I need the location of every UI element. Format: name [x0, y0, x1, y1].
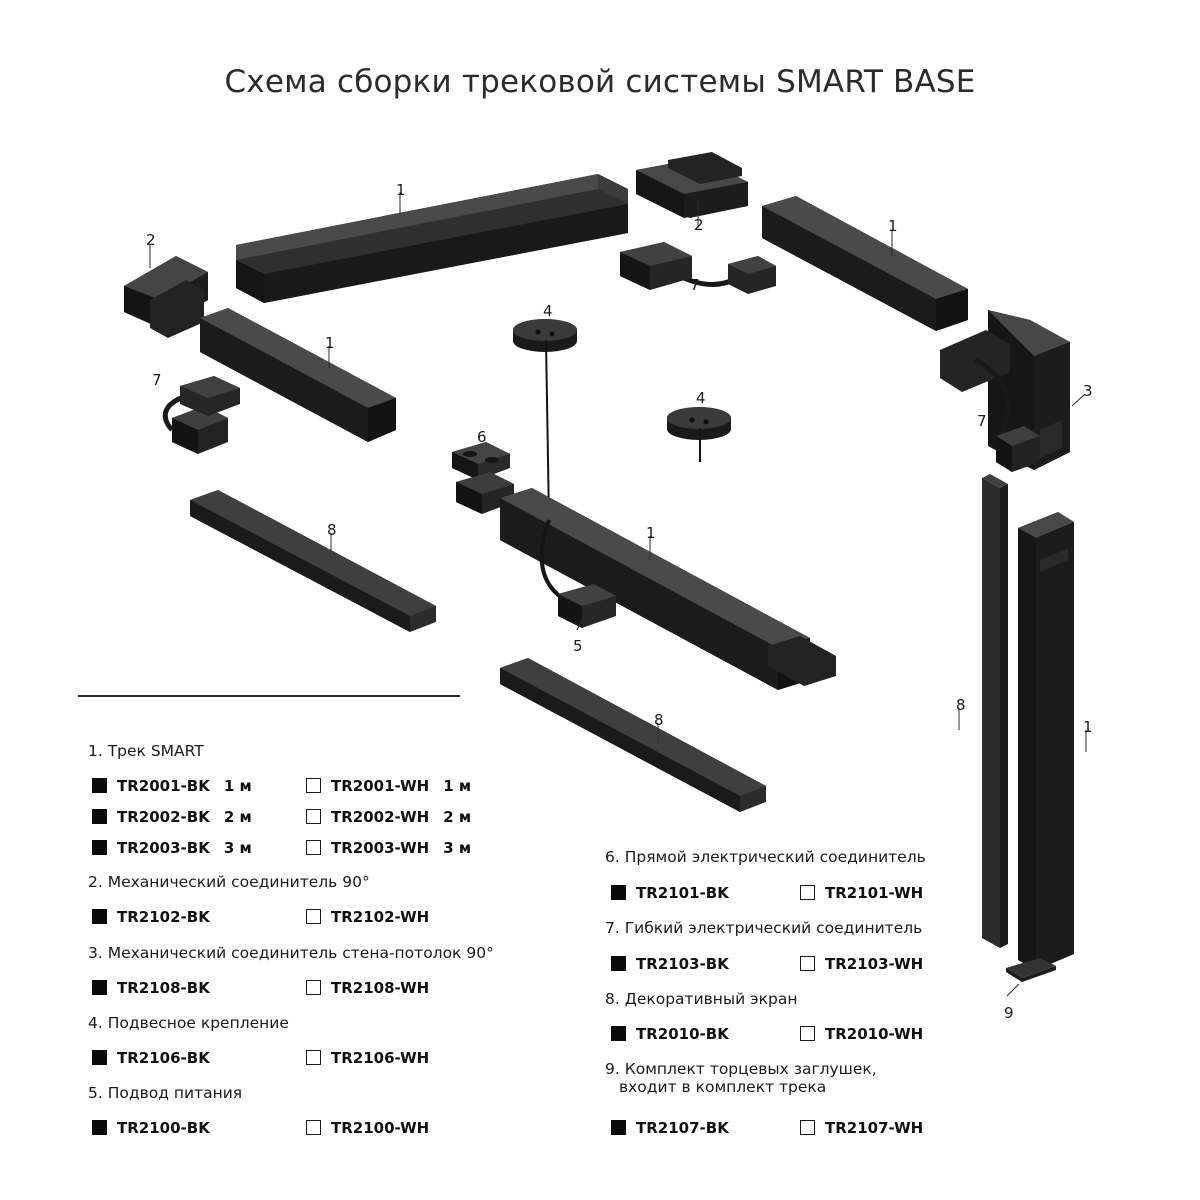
legend-sku-item[interactable] — [92, 1049, 210, 1067]
legend-sku-length: 1 м — [223, 777, 252, 795]
legend-sku-item[interactable] — [306, 908, 429, 926]
legend-group-subtitle: входит в комплект трека — [619, 1078, 827, 1096]
legend-sku-item[interactable] — [611, 884, 729, 902]
legend-group-title: 4. Подвесное крепление — [88, 1014, 289, 1032]
color-swatch-black-icon — [92, 840, 107, 855]
legend-sku-code: TR2107-WH — [825, 1119, 924, 1137]
legend-sku-item[interactable] — [800, 1025, 923, 1043]
legend-sku-item[interactable] — [92, 808, 252, 826]
legend-sku-code: TR2003-BK — [117, 839, 210, 857]
color-swatch-white-icon — [306, 1050, 321, 1065]
color-swatch-white-icon — [306, 778, 321, 793]
callout-number: 8 — [956, 696, 966, 714]
color-swatch-white-icon — [306, 840, 321, 855]
legend-sku-code: TR2001-WH — [331, 777, 430, 795]
callout-number: 7 — [977, 412, 987, 430]
legend-sku-item[interactable] — [92, 908, 210, 926]
legend-sku-code: TR2101-WH — [825, 884, 924, 902]
legend-group-title: 9. Комплект торцевых заглушек, входит в комплект трека — [605, 1060, 877, 1096]
legend-group-title: 8. Декоративный экран — [605, 990, 798, 1008]
callout-number: 4 — [696, 389, 706, 407]
legend-group-title: 7. Гибкий электрический соединитель — [605, 919, 923, 937]
legend-sku-length: 1 м — [443, 777, 472, 795]
color-swatch-black-icon — [92, 980, 107, 995]
page-title: Схема сборки трековой системы SMART BASE — [224, 64, 976, 100]
legend-sku-item[interactable] — [306, 1119, 429, 1137]
legend-sku-code: TR2106-BK — [117, 1049, 210, 1067]
legend-sku-code: TR2108-WH — [331, 979, 430, 997]
callout-number: 3 — [1083, 382, 1093, 400]
color-swatch-black-icon — [92, 778, 107, 793]
color-swatch-white-icon — [800, 1120, 815, 1135]
legend-group-title: 6. Прямой электрический соединитель — [605, 848, 926, 866]
color-swatch-black-icon — [92, 809, 107, 824]
callout-number: 4 — [543, 302, 553, 320]
color-swatch-white-icon — [800, 885, 815, 900]
callout-number: 2 — [146, 231, 156, 249]
callout-number: 1 — [325, 334, 335, 352]
legend-sku-item[interactable] — [611, 1119, 729, 1137]
color-swatch-black-icon — [92, 1050, 107, 1065]
color-swatch-black-icon — [611, 1026, 626, 1041]
legend-sku-code: TR2100-BK — [117, 1119, 210, 1137]
legend-sku-item[interactable] — [611, 955, 729, 973]
legend-sku-length: 3 м — [443, 839, 472, 857]
legend-sku-code: TR2108-BK — [117, 979, 210, 997]
callout-number: 1 — [646, 524, 656, 542]
legend-sku-code: TR2102-WH — [331, 908, 430, 926]
legend-sku-length: 3 м — [223, 839, 252, 857]
color-swatch-white-icon — [306, 980, 321, 995]
callout-number: 1 — [396, 181, 406, 199]
callout-number: 5 — [573, 637, 583, 655]
legend-sku-code: TR2001-BK — [117, 777, 210, 795]
color-swatch-white-icon — [306, 809, 321, 824]
legend-sku-code: TR2103-WH — [825, 955, 924, 973]
legend-group-title: 3. Механический соединитель стена-потолок 90° — [88, 944, 494, 962]
legend-group-title: 2. Механический соединитель 90° — [88, 873, 370, 891]
legend-sku-item[interactable] — [92, 1119, 210, 1137]
color-swatch-black-icon — [611, 885, 626, 900]
legend-sku-code: TR2010-WH — [825, 1025, 924, 1043]
callout-number: 7 — [152, 371, 162, 389]
legend-sku-item[interactable] — [306, 777, 471, 795]
callout-number: 7 — [690, 276, 700, 294]
legend-sku-code: TR2101-BK — [636, 884, 729, 902]
legend-sku-item[interactable] — [92, 979, 210, 997]
legend-sku-code: TR2100-WH — [331, 1119, 430, 1137]
color-swatch-white-icon — [800, 1026, 815, 1041]
legend-sku-code: TR2002-WH — [331, 808, 430, 826]
legend-sku-code: TR2103-BK — [636, 955, 729, 973]
color-swatch-white-icon — [306, 1120, 321, 1135]
legend-divider — [78, 695, 460, 697]
legend-sku-item[interactable] — [800, 955, 923, 973]
legend-sku-item[interactable] — [306, 979, 429, 997]
legend-sku-code: TR2002-BK — [117, 808, 210, 826]
callout-number: 1 — [1083, 718, 1093, 736]
legend-sku-item[interactable] — [92, 777, 252, 795]
legend-sku-code: TR2107-BK — [636, 1119, 729, 1137]
callout-number: 1 — [888, 217, 898, 235]
legend-sku-code: TR2102-BK — [117, 908, 210, 926]
callout-number: 6 — [477, 428, 487, 446]
legend-sku-length: 2 м — [223, 808, 252, 826]
legend-sku-item[interactable] — [92, 839, 252, 857]
legend-sku-item[interactable] — [800, 884, 923, 902]
legend-sku-item[interactable] — [306, 839, 471, 857]
legend-sku-code: TR2003-WH — [331, 839, 430, 857]
callout-number: 9 — [1004, 1004, 1014, 1022]
color-swatch-black-icon — [92, 909, 107, 924]
legend-sku-item[interactable] — [306, 1049, 429, 1067]
legend-group-title: 1. Трек SMART — [88, 742, 204, 760]
callout-number: 8 — [327, 521, 337, 539]
legend-sku-code: TR2010-BK — [636, 1025, 729, 1043]
color-swatch-black-icon — [611, 1120, 626, 1135]
callout-number: 2 — [694, 216, 704, 234]
legend-sku-length: 2 м — [443, 808, 472, 826]
color-swatch-white-icon — [306, 909, 321, 924]
color-swatch-black-icon — [92, 1120, 107, 1135]
legend-sku-item[interactable] — [611, 1025, 729, 1043]
legend-sku-item[interactable] — [800, 1119, 923, 1137]
color-swatch-black-icon — [611, 956, 626, 971]
legend-sku-item[interactable] — [306, 808, 471, 826]
color-swatch-white-icon — [800, 956, 815, 971]
callout-number: 8 — [654, 711, 664, 729]
legend-group-title: 5. Подвод питания — [88, 1084, 243, 1102]
legend-sku-code: TR2106-WH — [331, 1049, 430, 1067]
